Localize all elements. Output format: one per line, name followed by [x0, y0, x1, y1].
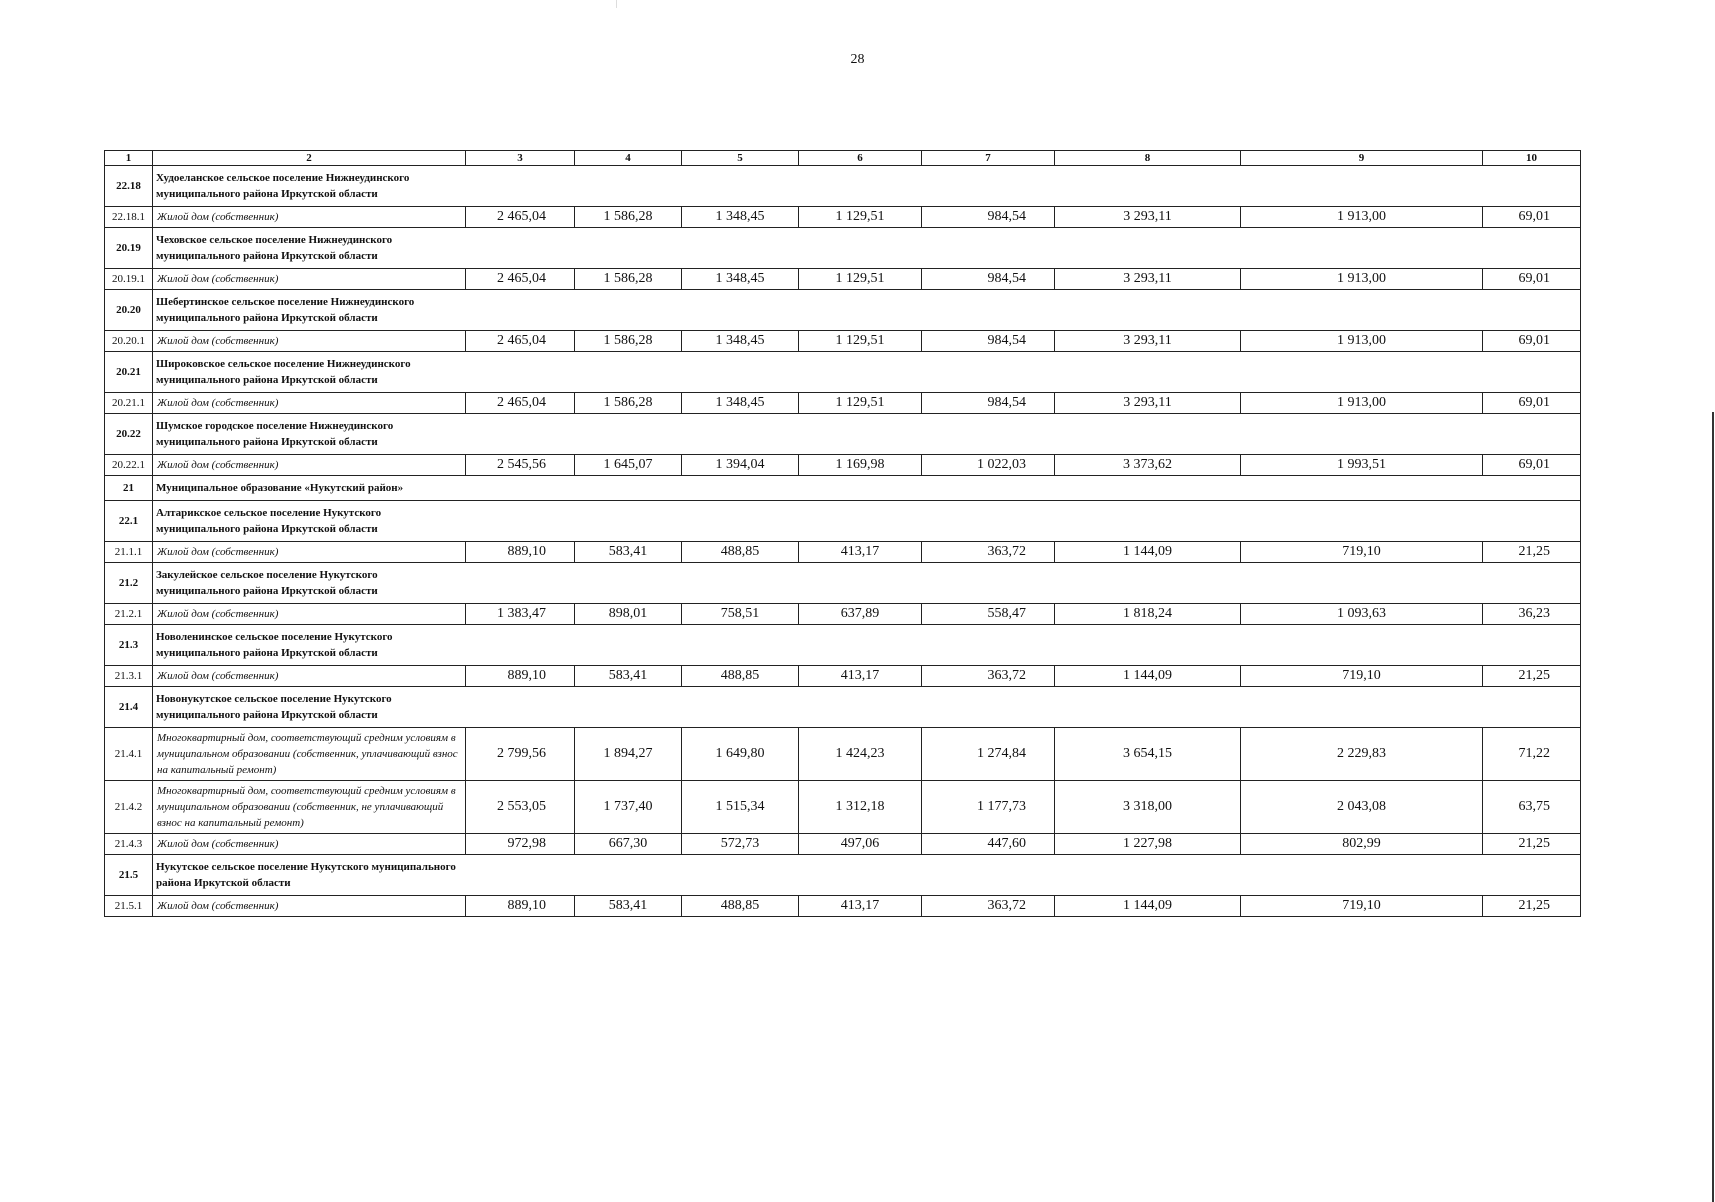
item-code: 20.19.1: [105, 269, 153, 290]
section-row: [105, 687, 1581, 728]
value-cell: 1 348,45: [682, 331, 799, 352]
value-cell: 1 649,80: [682, 728, 799, 781]
value-cell: 3 293,11: [1055, 393, 1241, 414]
column-header: 4: [575, 151, 682, 166]
value-cell: 583,41: [575, 896, 682, 917]
value-cell: 984,54: [922, 207, 1055, 228]
value-cell: 2 229,83: [1241, 728, 1483, 781]
column-header: 1: [105, 151, 153, 166]
value-cell: 972,98: [466, 834, 575, 855]
item-row: [105, 455, 1581, 476]
section-row: [105, 476, 1581, 501]
section-row: [105, 625, 1581, 666]
section-code: 21.5: [105, 855, 153, 896]
item-code: 20.21.1: [105, 393, 153, 414]
item-description: Жилой дом (собственник): [153, 896, 466, 917]
section-row: [105, 166, 1581, 207]
column-header: 7: [922, 151, 1055, 166]
section-name: Алтарикское сельское поселение Нукутского муниципального района Иркутской области: [153, 501, 1581, 542]
item-description: Жилой дом (собственник): [153, 331, 466, 352]
value-cell: 2 465,04: [466, 331, 575, 352]
value-cell: 21,25: [1483, 542, 1581, 563]
value-cell: 36,23: [1483, 604, 1581, 625]
value-cell: 2 799,56: [466, 728, 575, 781]
value-cell: 1 586,28: [575, 331, 682, 352]
value-cell: 984,54: [922, 331, 1055, 352]
value-cell: 488,85: [682, 666, 799, 687]
value-cell: 558,47: [922, 604, 1055, 625]
value-cell: 2 043,08: [1241, 781, 1483, 834]
section-name: Шебертинское сельское поселение Нижнеудинского муниципального района Иркутской области: [153, 290, 1581, 331]
value-cell: 1 348,45: [682, 269, 799, 290]
column-header: 9: [1241, 151, 1483, 166]
value-cell: 413,17: [799, 542, 922, 563]
item-code: 21.4.1: [105, 728, 153, 781]
value-cell: 363,72: [922, 666, 1055, 687]
section-name: Закулейское сельское поселение Нукутского муниципального района Иркутской области: [153, 563, 1581, 604]
section-code: 21.3: [105, 625, 153, 666]
value-cell: 1 129,51: [799, 269, 922, 290]
section-code: 20.20: [105, 290, 153, 331]
item-row: [105, 781, 1581, 834]
value-cell: 3 293,11: [1055, 331, 1241, 352]
value-cell: 889,10: [466, 542, 575, 563]
item-row: [105, 269, 1581, 290]
scan-mark: [616, 0, 617, 8]
value-cell: 69,01: [1483, 393, 1581, 414]
value-cell: 572,73: [682, 834, 799, 855]
value-cell: 719,10: [1241, 896, 1483, 917]
value-cell: 21,25: [1483, 666, 1581, 687]
value-cell: 363,72: [922, 896, 1055, 917]
item-row: [105, 896, 1581, 917]
item-description: Жилой дом (собственник): [153, 207, 466, 228]
value-cell: 1 586,28: [575, 207, 682, 228]
item-code: 21.2.1: [105, 604, 153, 625]
value-cell: 1 144,09: [1055, 666, 1241, 687]
value-cell: 488,85: [682, 896, 799, 917]
value-cell: 488,85: [682, 542, 799, 563]
value-cell: 1 177,73: [922, 781, 1055, 834]
value-cell: 69,01: [1483, 207, 1581, 228]
value-cell: 889,10: [466, 666, 575, 687]
value-cell: 21,25: [1483, 896, 1581, 917]
value-cell: 413,17: [799, 666, 922, 687]
section-name: Муниципальное образование «Нукутский район»: [153, 476, 1581, 501]
value-cell: 984,54: [922, 269, 1055, 290]
value-cell: 1 913,00: [1241, 269, 1483, 290]
value-cell: 363,72: [922, 542, 1055, 563]
item-row: [105, 331, 1581, 352]
value-cell: 1 274,84: [922, 728, 1055, 781]
item-code: 21.1.1: [105, 542, 153, 563]
value-cell: 3 654,15: [1055, 728, 1241, 781]
value-cell: 898,01: [575, 604, 682, 625]
item-description: Жилой дом (собственник): [153, 393, 466, 414]
section-code: 20.19: [105, 228, 153, 269]
section-code: 21: [105, 476, 153, 501]
item-row: [105, 666, 1581, 687]
item-row: [105, 393, 1581, 414]
column-header: 5: [682, 151, 799, 166]
item-row: [105, 728, 1581, 781]
value-cell: 1 144,09: [1055, 896, 1241, 917]
section-row: [105, 414, 1581, 455]
item-description: Многоквартирный дом, соответствующий средним условиям в муниципальном образовании (собственник, не уплачивающий взнос на капитальный ремонт): [153, 781, 466, 834]
item-code: 21.5.1: [105, 896, 153, 917]
section-name: Новоленинское сельское поселение Нукутского муниципального района Иркутской области: [153, 625, 1581, 666]
item-description: Жилой дом (собственник): [153, 269, 466, 290]
section-row: [105, 228, 1581, 269]
value-cell: 1 993,51: [1241, 455, 1483, 476]
value-cell: 1 312,18: [799, 781, 922, 834]
value-cell: 1 348,45: [682, 393, 799, 414]
value-cell: 71,22: [1483, 728, 1581, 781]
column-header: 6: [799, 151, 922, 166]
item-description: Жилой дом (собственник): [153, 666, 466, 687]
item-code: 20.22.1: [105, 455, 153, 476]
value-cell: 1 515,34: [682, 781, 799, 834]
item-row: [105, 542, 1581, 563]
value-cell: 1 169,98: [799, 455, 922, 476]
item-code: 21.4.3: [105, 834, 153, 855]
item-code: 20.20.1: [105, 331, 153, 352]
value-cell: 63,75: [1483, 781, 1581, 834]
item-row: [105, 207, 1581, 228]
value-cell: 889,10: [466, 896, 575, 917]
section-name: Шумское городское поселение Нижнеудинского муниципального района Иркутской области: [153, 414, 1581, 455]
column-header: 2: [153, 151, 466, 166]
value-cell: 3 373,62: [1055, 455, 1241, 476]
section-code: 21.2: [105, 563, 153, 604]
value-cell: 2 465,04: [466, 207, 575, 228]
item-code: 22.18.1: [105, 207, 153, 228]
section-code: 22.18: [105, 166, 153, 207]
item-description: Жилой дом (собственник): [153, 834, 466, 855]
value-cell: 1 894,27: [575, 728, 682, 781]
item-description: Многоквартирный дом, соответствующий средним условиям в муниципальном образовании (собственник, уплачивающий взнос на капитальный ремонт): [153, 728, 466, 781]
section-name: Худоеланское сельское поселение Нижнеудинского муниципального района Иркутской области: [153, 166, 1581, 207]
value-cell: 3 318,00: [1055, 781, 1241, 834]
page-number: 28: [850, 52, 865, 67]
value-cell: 1 348,45: [682, 207, 799, 228]
value-cell: 1 586,28: [575, 269, 682, 290]
value-cell: 1 737,40: [575, 781, 682, 834]
value-cell: 1 129,51: [799, 207, 922, 228]
section-row: [105, 855, 1581, 896]
value-cell: 1 913,00: [1241, 331, 1483, 352]
value-cell: 497,06: [799, 834, 922, 855]
value-cell: 1 022,03: [922, 455, 1055, 476]
item-row: [105, 834, 1581, 855]
item-description: Жилой дом (собственник): [153, 542, 466, 563]
value-cell: 583,41: [575, 542, 682, 563]
value-cell: 1 144,09: [1055, 542, 1241, 563]
value-cell: 667,30: [575, 834, 682, 855]
value-cell: 21,25: [1483, 834, 1581, 855]
value-cell: 1 227,98: [1055, 834, 1241, 855]
section-code: 20.22: [105, 414, 153, 455]
value-cell: 984,54: [922, 393, 1055, 414]
value-cell: 719,10: [1241, 542, 1483, 563]
value-cell: 69,01: [1483, 269, 1581, 290]
section-code: 21.4: [105, 687, 153, 728]
value-cell: 3 293,11: [1055, 207, 1241, 228]
value-cell: 3 293,11: [1055, 269, 1241, 290]
value-cell: 1 394,04: [682, 455, 799, 476]
value-cell: 2 465,04: [466, 269, 575, 290]
column-header: 8: [1055, 151, 1241, 166]
value-cell: 758,51: [682, 604, 799, 625]
value-cell: 1 093,63: [1241, 604, 1483, 625]
item-code: 21.3.1: [105, 666, 153, 687]
value-cell: 1 586,28: [575, 393, 682, 414]
column-header: 3: [466, 151, 575, 166]
value-cell: 1 129,51: [799, 331, 922, 352]
value-cell: 1 645,07: [575, 455, 682, 476]
value-cell: 802,99: [1241, 834, 1483, 855]
section-name: Широковское сельское поселение Нижнеудинского муниципального района Иркутской области: [153, 352, 1581, 393]
value-cell: 1 913,00: [1241, 393, 1483, 414]
value-cell: 2 465,04: [466, 393, 575, 414]
value-cell: 1 818,24: [1055, 604, 1241, 625]
section-row: [105, 352, 1581, 393]
value-cell: 1 383,47: [466, 604, 575, 625]
value-cell: 719,10: [1241, 666, 1483, 687]
value-cell: 1 913,00: [1241, 207, 1483, 228]
section-row: [105, 501, 1581, 542]
column-header: 10: [1483, 151, 1581, 166]
value-cell: 2 553,05: [466, 781, 575, 834]
value-cell: 583,41: [575, 666, 682, 687]
item-row: [105, 604, 1581, 625]
value-cell: 637,89: [799, 604, 922, 625]
value-cell: 1 129,51: [799, 393, 922, 414]
scan-edge-line: [1712, 412, 1714, 1202]
section-name: Чеховское сельское поселение Нижнеудинского муниципального района Иркутской области: [153, 228, 1581, 269]
value-cell: 1 424,23: [799, 728, 922, 781]
section-code: 20.21: [105, 352, 153, 393]
item-description: Жилой дом (собственник): [153, 604, 466, 625]
section-code: 22.1: [105, 501, 153, 542]
value-cell: 413,17: [799, 896, 922, 917]
item-code: 21.4.2: [105, 781, 153, 834]
section-name: Нукутское сельское поселение Нукутского муниципального района Иркутской области: [153, 855, 1581, 896]
item-description: Жилой дом (собственник): [153, 455, 466, 476]
value-cell: 447,60: [922, 834, 1055, 855]
tariff-table: [104, 150, 1581, 917]
value-cell: 69,01: [1483, 331, 1581, 352]
value-cell: 2 545,56: [466, 455, 575, 476]
header-row: [105, 151, 1581, 166]
section-row: [105, 290, 1581, 331]
section-row: [105, 563, 1581, 604]
value-cell: 69,01: [1483, 455, 1581, 476]
section-name: Новонукутское сельское поселение Нукутского муниципального района Иркутской области: [153, 687, 1581, 728]
